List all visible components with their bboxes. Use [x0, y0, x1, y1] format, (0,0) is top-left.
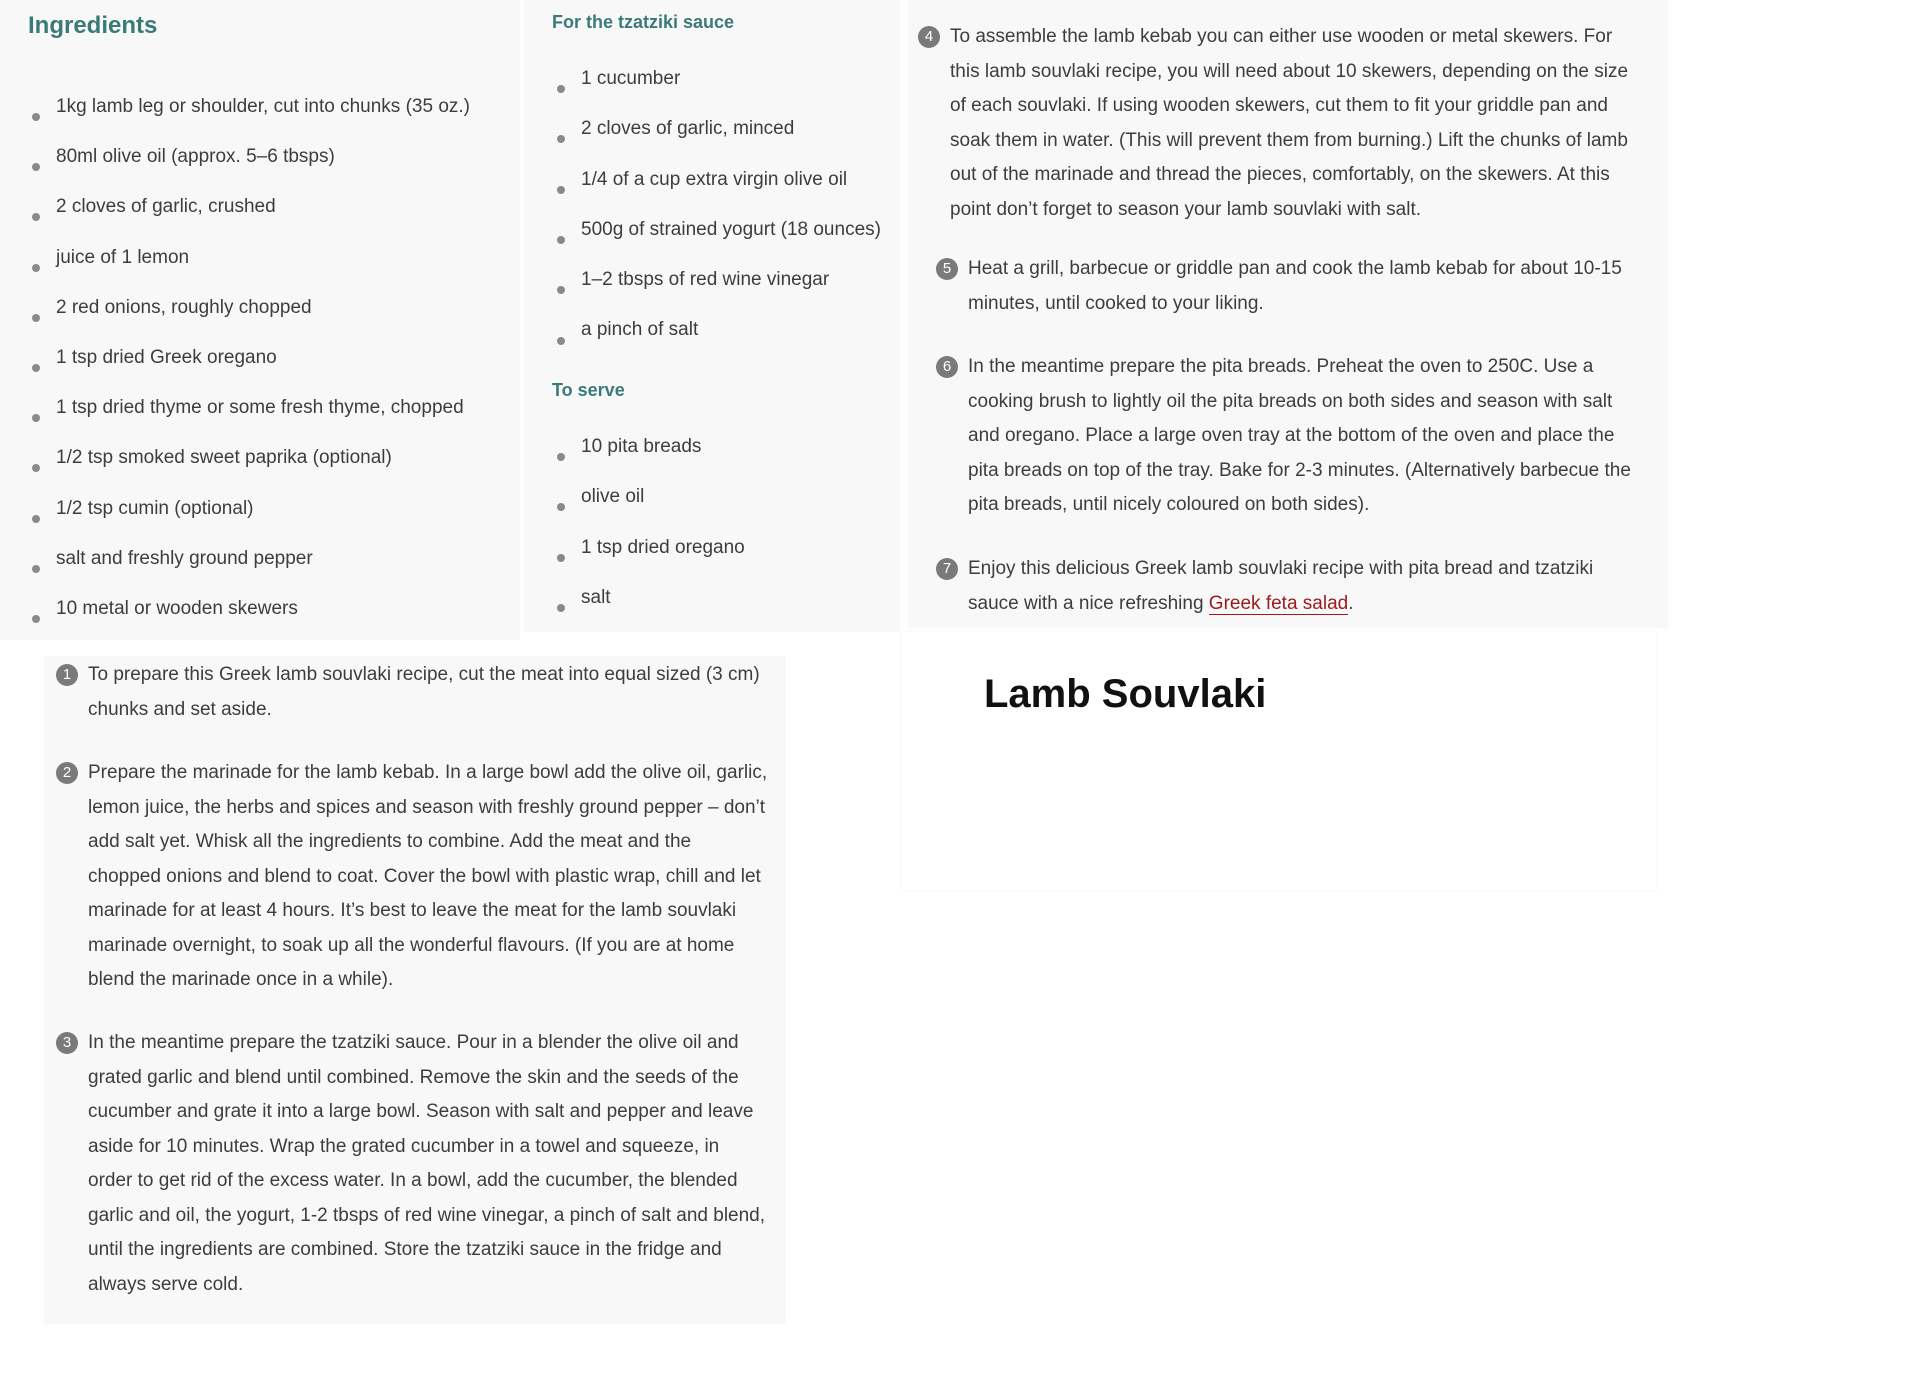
- list-item: 10 metal or wooden skewers: [28, 594, 470, 644]
- step-4: [924, 20, 1640, 227]
- step-2: [62, 756, 768, 998]
- list-item: 1/2 tsp cumin (optional): [28, 494, 470, 544]
- step-number-badge: 4: [918, 26, 940, 48]
- to-serve-list: [553, 432, 745, 633]
- list-item: 10 pita breads: [553, 432, 745, 482]
- step-6: [942, 350, 1644, 523]
- step-number-badge: 1: [56, 664, 78, 686]
- greek-feta-salad-link[interactable]: Greek feta salad: [1208, 592, 1349, 614]
- step-number-badge: 3: [56, 1032, 78, 1054]
- step-number-badge: 6: [936, 356, 958, 378]
- list-item: 1–2 tbsps of red wine vinegar: [553, 265, 881, 315]
- tzatziki-list: [553, 64, 881, 366]
- step-text: To prepare this Greek lamb souvlaki recipe, cut the meat into equal sized (3 cm) chunks and set aside.: [88, 664, 760, 720]
- list-item: a pinch of salt: [553, 315, 881, 365]
- step-text: In the meantime prepare the pita breads. Preheat the oven to 250C. Use a cooking brush to lightly oil the pita breads on both sides and season with salt and oregano. Place a large oven tray at the bottom of the oven and place the pita breads on top of the tray. Bake for 2-3 minutes. (Alternatively barbecue the pita breads, until nicely coloured on both sides).: [968, 356, 1631, 515]
- list-item: 2 cloves of garlic, minced: [553, 114, 881, 164]
- list-item: 80ml olive oil (approx. 5–6 tbsps): [28, 142, 470, 192]
- step-text: In the meantime prepare the tzatziki sauce. Pour in a blender the olive oil and grated garlic and blend until combined. Remove the skin and the seeds of the cucumber and grate it into a large bowl. Season with salt and pepper and leave aside for 10 minutes. Wrap the grated cucumber in a towel and squeeze, in order to get rid of the excess water. In a bowl, add the cucumber, the blended garlic and oil, the yogurt, 1-2 tbsps of red wine vinegar, a pinch of salt and blend, until the ingredients are combined. Store the tzatziki sauce in the fridge and always serve cold.: [88, 1032, 766, 1295]
- ingredients-heading: Ingredients: [28, 12, 158, 39]
- step-7: [942, 552, 1644, 621]
- list-item: 1kg lamb leg or shoulder, cut into chunks (35 oz.): [28, 92, 470, 142]
- list-item: 1 cucumber: [553, 64, 881, 114]
- list-item: juice of 1 lemon: [28, 243, 470, 293]
- list-item: 1 tsp dried thyme or some fresh thyme, chopped: [28, 393, 470, 443]
- step-text: To assemble the lamb kebab you can either use wooden or metal skewers. For this lamb souvlaki recipe, you will need about 10 skewers, depending on the size of each souvlaki. If using wooden skewers, cut them to fit your griddle pan and soak them in water. (This will prevent them from burning.) Lift the chunks of lamb out of the marinade and thread the pieces, comfortably, on the skewers. At this point don’t forget to season your lamb souvlaki with salt.: [950, 26, 1629, 220]
- step-5: [942, 252, 1644, 321]
- step-1: [62, 658, 768, 727]
- step-3: [62, 1026, 768, 1302]
- list-item: 2 cloves of garlic, crushed: [28, 192, 470, 242]
- list-item: 2 red onions, roughly chopped: [28, 293, 470, 343]
- step-number-badge: 7: [936, 558, 958, 580]
- tzatziki-heading: For the tzatziki sauce: [552, 12, 735, 32]
- step-number-badge: 2: [56, 762, 78, 784]
- recipe-title: Lamb Souvlaki: [984, 672, 1267, 716]
- title-panel: [902, 632, 1656, 890]
- step-text: Prepare the marinade for the lamb kebab. In a large bowl add the olive oil, garlic, lemon juice, the herbs and spices and season with freshly ground pepper – don’t add salt yet. Whisk all the ingredients to combine. Add the meat and the chopped onions and blend to coat. Cover the bowl with plastic wrap, chill and let marinade for at least 4 hours. It’s best to leave the meat for the lamb souvlaki marinade overnight, to soak up all the wonderful flavours. (If you are at home blend the marinade once in a while).: [88, 762, 768, 990]
- list-item: salt and freshly ground pepper: [28, 544, 470, 594]
- step-text: Heat a grill, barbecue or griddle pan and cook the lamb kebab for about 10-15 minutes, until cooked to your liking.: [968, 258, 1622, 314]
- list-item: 1 tsp dried Greek oregano: [28, 343, 470, 393]
- step-text: .: [1348, 592, 1354, 614]
- list-item: salt: [553, 583, 745, 633]
- list-item: 500g of strained yogurt (18 ounces): [553, 215, 881, 265]
- step-number-badge: 5: [936, 258, 958, 280]
- list-item: 1/4 of a cup extra virgin olive oil: [553, 165, 881, 215]
- list-item: olive oil: [553, 482, 745, 532]
- step-text: Enjoy this delicious Greek lamb souvlaki recipe with pita bread and tzatziki sauce with a nice refreshing: [968, 558, 1594, 614]
- list-item: 1 tsp dried oregano: [553, 533, 745, 583]
- ingredients-list: [28, 92, 470, 644]
- list-item: 1/2 tsp smoked sweet paprika (optional): [28, 443, 470, 493]
- to-serve-heading: To serve: [552, 380, 625, 400]
